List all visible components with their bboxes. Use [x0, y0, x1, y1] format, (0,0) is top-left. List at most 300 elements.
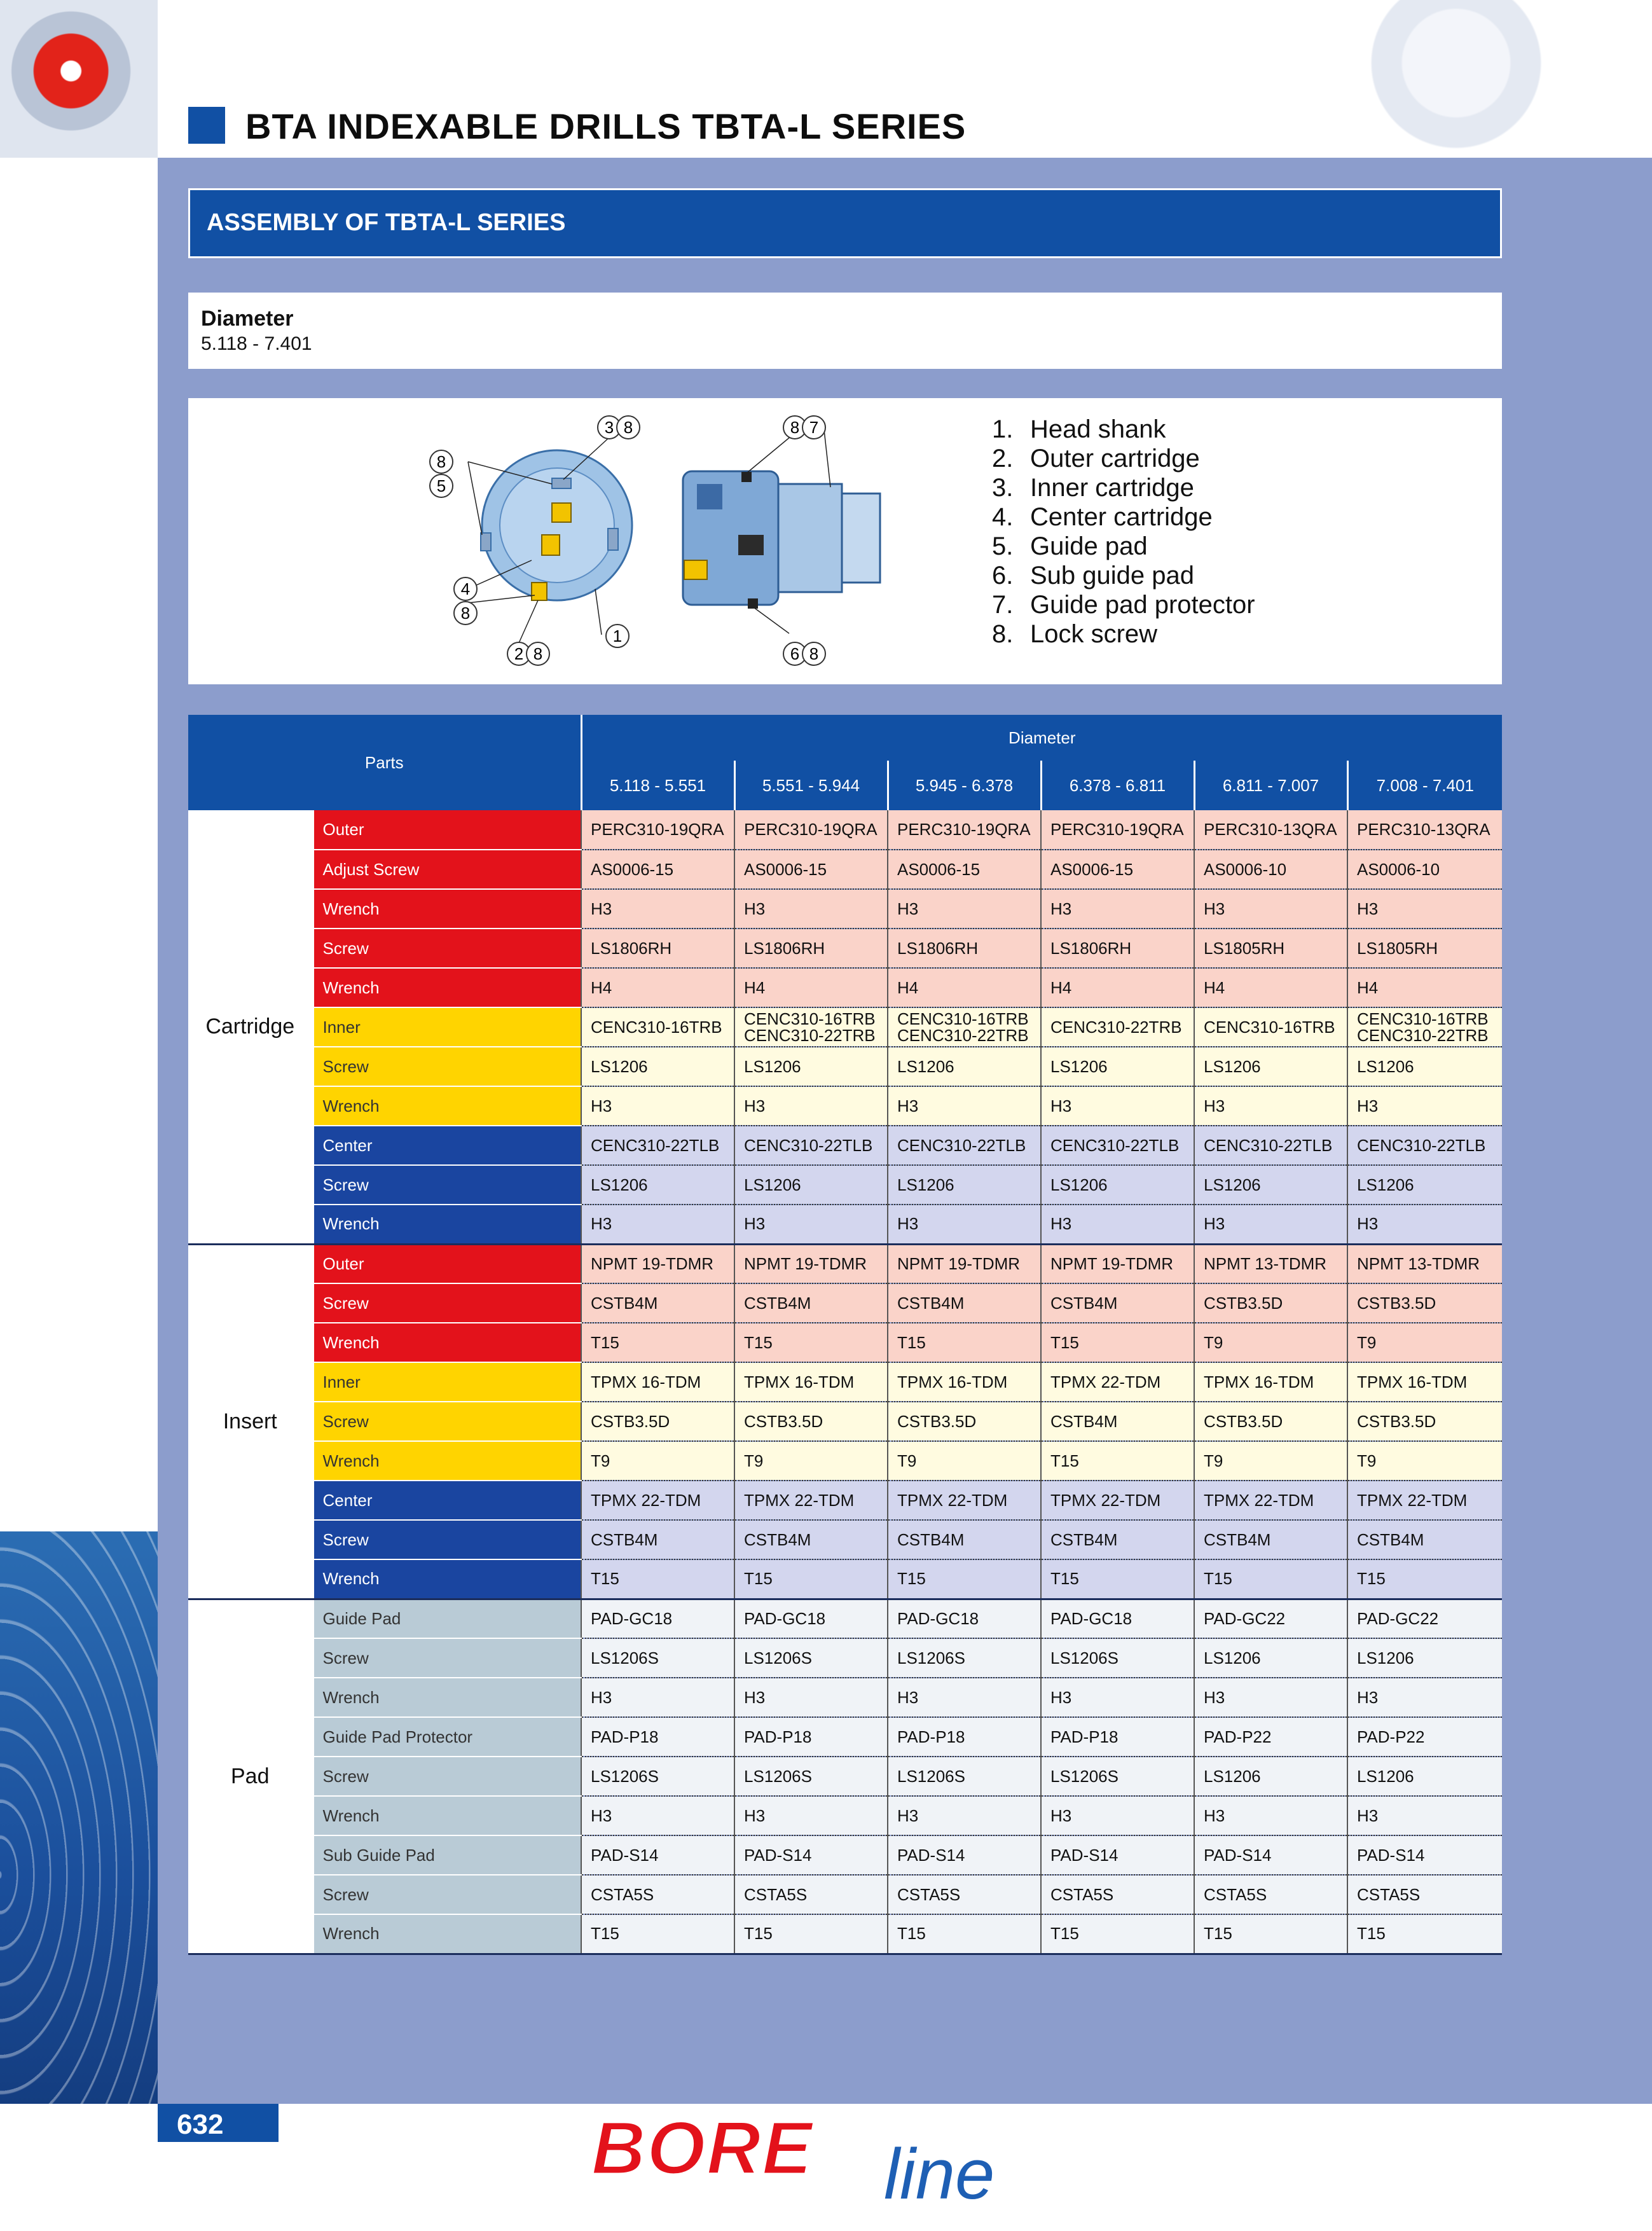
part-value-cell: T9 [581, 1441, 734, 1481]
part-value-cell: T15 [734, 1323, 888, 1362]
part-value-cell: TPMX 16-TDM [734, 1362, 888, 1402]
parts-table-body [188, 810, 1502, 1954]
part-label: Center [313, 1481, 581, 1520]
part-value-cell: H4 [734, 968, 888, 1007]
part-value-cell: H3 [734, 1678, 888, 1717]
part-label: Inner [313, 1007, 581, 1047]
part-value-cell: CENC310-22TLB [1194, 1126, 1347, 1165]
assembly-diagram [188, 398, 983, 684]
part-value-cell: CENC310-22TLB [734, 1126, 888, 1165]
part-value-cell: H3 [734, 1796, 888, 1835]
callout-1 [606, 625, 629, 647]
table-row [188, 1717, 1502, 1757]
callout-label: 8 [623, 418, 633, 437]
part-value-cell: CSTA5S [1347, 1875, 1502, 1914]
part-value-cell: T15 [1041, 1323, 1194, 1362]
table-row [188, 929, 1502, 968]
part-value-cell: T9 [1347, 1441, 1502, 1481]
group-label: Cartridge [188, 810, 313, 1244]
part-label: Screw [313, 1638, 581, 1678]
part-label: Wrench [313, 1086, 581, 1126]
part-value-cell: CSTB4M [734, 1520, 888, 1559]
part-label: Wrench [313, 1559, 581, 1599]
part-value-cell: T15 [1041, 1559, 1194, 1599]
part-value-cell: CSTB3.5D [1347, 1283, 1502, 1323]
table-row [188, 1520, 1502, 1559]
part-value-cell: H3 [581, 1796, 734, 1835]
callout-label: 8 [436, 452, 446, 471]
part-label: Screw [313, 929, 581, 968]
part-value-cell: T15 [1347, 1559, 1502, 1599]
table-row [188, 1165, 1502, 1205]
part-value-cell: T9 [1194, 1323, 1347, 1362]
callout-label: 8 [533, 644, 543, 663]
part-value-cell: LS1806RH [581, 929, 734, 968]
boreline-logo [591, 2105, 1100, 2214]
part-value-cell: H3 [581, 889, 734, 929]
part-value-cell: CSTB4M [581, 1520, 734, 1559]
part-value-cell: CSTB3.5D [734, 1402, 888, 1441]
diameter-column-header: 7.008 - 7.401 [1347, 761, 1502, 810]
table-row [188, 1678, 1502, 1717]
part-value-cell: H3 [1347, 1796, 1502, 1835]
callout-label: 8 [809, 644, 819, 663]
logo-bore-text: BORE [591, 2106, 813, 2190]
part-value-line: CENC310-16TRB [1357, 1009, 1489, 1028]
legend-text: Sub guide pad [1030, 562, 1195, 590]
callout-3-8-top [598, 416, 640, 439]
part-value-cell: CSTA5S [734, 1875, 888, 1914]
part-value-cell: LS1206 [1041, 1165, 1194, 1205]
part-value-cell: LS1206 [734, 1165, 888, 1205]
diameter-column-header: 5.551 - 5.944 [734, 761, 888, 810]
table-row [188, 1875, 1502, 1914]
page-number: 632 [177, 2109, 224, 2140]
part-value-cell [1347, 1007, 1502, 1047]
legend-item [992, 619, 1255, 649]
part-value-cell: H3 [734, 1205, 888, 1244]
drill-head-front-view [468, 430, 632, 643]
part-value-cell: CSTA5S [888, 1875, 1041, 1914]
part-value-cell: LS1206 [888, 1047, 1041, 1086]
part-label: Wrench [313, 1441, 581, 1481]
part-value-cell: PAD-GC18 [734, 1599, 888, 1638]
diameter-column-header: 5.945 - 6.378 [888, 761, 1041, 810]
part-value-cell: NPMT 19-TDMR [734, 1244, 888, 1283]
callout-6-8-bottom [783, 642, 825, 665]
table-row [188, 850, 1502, 889]
diameter-header: Diameter [581, 715, 1502, 761]
part-value-cell: CSTB4M [1041, 1402, 1194, 1441]
table-row [188, 1244, 1502, 1283]
table-row [188, 1835, 1502, 1875]
part-value-cell: LS1206 [1347, 1047, 1502, 1086]
section-header [188, 188, 1502, 258]
table-row [188, 1362, 1502, 1402]
part-label: Sub Guide Pad [313, 1835, 581, 1875]
callout-label: 1 [612, 626, 623, 646]
part-value-cell: TPMX 22-TDM [1194, 1481, 1347, 1520]
part-value-cell: TPMX 22-TDM [581, 1481, 734, 1520]
table-row [188, 1047, 1502, 1086]
part-value-cell: H3 [888, 889, 1041, 929]
part-value-cell: H3 [1041, 1796, 1194, 1835]
part-value-cell: LS1206 [1041, 1047, 1194, 1086]
table-row [188, 889, 1502, 929]
table-row [188, 1126, 1502, 1165]
part-value-cell: NPMT 19-TDMR [1041, 1244, 1194, 1283]
part-value-cell: CSTB4M [888, 1520, 1041, 1559]
part-value-cell: H3 [1347, 889, 1502, 929]
part-value-cell: CENC310-22TLB [1041, 1126, 1194, 1165]
part-value-cell: T15 [888, 1559, 1041, 1599]
part-value-cell: LS1206 [888, 1165, 1041, 1205]
table-row [188, 1283, 1502, 1323]
parts-table [188, 715, 1502, 1955]
callout-4-8-left [454, 577, 477, 625]
part-label: Outer [313, 1244, 581, 1283]
legend-text: Guide pad [1030, 532, 1148, 560]
part-value-cell: H3 [1041, 889, 1194, 929]
part-value-cell: H4 [1347, 968, 1502, 1007]
part-value-cell: CENC310-22TLB [888, 1126, 1041, 1165]
part-value-cell: T9 [1347, 1323, 1502, 1362]
part-value-cell: H3 [581, 1678, 734, 1717]
part-value-cell: T15 [1194, 1914, 1347, 1954]
legend-text: Inner cartridge [1030, 474, 1194, 502]
part-value-cell: H4 [1194, 968, 1347, 1007]
part-value-cell: CSTB4M [581, 1283, 734, 1323]
part-value-cell: T15 [581, 1323, 734, 1362]
part-value-cell: H3 [888, 1678, 1041, 1717]
part-value-cell: H3 [734, 1086, 888, 1126]
callout-label: 5 [436, 476, 446, 495]
part-label: Screw [313, 1520, 581, 1559]
table-row [188, 1086, 1502, 1126]
part-label: Wrench [313, 1914, 581, 1954]
part-value-cell: CENC310-22TLB [581, 1126, 734, 1165]
part-label: Wrench [313, 889, 581, 929]
part-value-cell: CSTB3.5D [888, 1402, 1041, 1441]
part-value-cell: PAD-S14 [1041, 1835, 1194, 1875]
part-label: Guide Pad [313, 1599, 581, 1638]
page-title: BTA INDEXABLE DRILLS TBTA-L SERIES [245, 106, 967, 146]
legend-number: 3. [992, 474, 1014, 502]
part-value-cell: PAD-P18 [1041, 1717, 1194, 1757]
table-row [188, 1205, 1502, 1244]
part-value-cell: H3 [888, 1086, 1041, 1126]
drill-head-side-view [683, 430, 880, 633]
part-value-cell: PAD-P18 [734, 1717, 888, 1757]
part-value-cell: TPMX 16-TDM [581, 1362, 734, 1402]
part-value-cell: H3 [1194, 1205, 1347, 1244]
part-value-line: CENC310-22TRB [1357, 1026, 1489, 1045]
part-value-cell: PAD-S14 [581, 1835, 734, 1875]
parts-legend [992, 415, 1255, 649]
legend-number: 5. [992, 532, 1014, 560]
part-value-cell: T15 [734, 1914, 888, 1954]
part-value-cell: AS0006-15 [1041, 850, 1194, 889]
part-value-cell: PAD-GC18 [581, 1599, 734, 1638]
part-value-cell: CSTB4M [1041, 1283, 1194, 1323]
part-label: Guide Pad Protector [313, 1717, 581, 1757]
part-value-cell: CENC310-16TRB [1194, 1007, 1347, 1047]
table-row [188, 1757, 1502, 1796]
part-value-cell: PERC310-19QRA [581, 810, 734, 850]
table-row [188, 1914, 1502, 1954]
legend-item [992, 502, 1255, 532]
part-value-cell: CENC310-22TLB [1347, 1126, 1502, 1165]
table-row [188, 1796, 1502, 1835]
table-row [188, 1481, 1502, 1520]
part-value-cell: CSTA5S [1041, 1875, 1194, 1914]
part-value-cell: PERC310-13QRA [1194, 810, 1347, 850]
callout-label: 2 [514, 644, 524, 663]
part-value-cell: CSTB4M [888, 1283, 1041, 1323]
legend-number: 1. [992, 415, 1014, 443]
part-value-cell: LS1806RH [1041, 929, 1194, 968]
corner-decoration-image [0, 0, 158, 158]
part-value-cell: PAD-GC22 [1194, 1599, 1347, 1638]
legend-text: Head shank [1030, 415, 1166, 443]
part-value-cell: LS1206S [888, 1638, 1041, 1678]
part-value-cell: H4 [888, 968, 1041, 1007]
part-value-cell: H3 [1194, 889, 1347, 929]
legend-number: 4. [992, 503, 1014, 531]
part-value-cell: LS1206 [1194, 1047, 1347, 1086]
part-value-cell: LS1206 [581, 1047, 734, 1086]
legend-item [992, 561, 1255, 590]
part-value-line: CENC310-16TRB [897, 1009, 1029, 1028]
part-value-cell: TPMX 16-TDM [1347, 1362, 1502, 1402]
part-value-cell: LS1206S [581, 1757, 734, 1796]
legend-item [992, 473, 1255, 502]
part-value-cell: H3 [734, 889, 888, 929]
part-value-cell: TPMX 22-TDM [734, 1481, 888, 1520]
part-label: Wrench [313, 1796, 581, 1835]
part-value-cell: H4 [581, 968, 734, 1007]
legend-item [992, 532, 1255, 561]
part-value-cell: CSTB3.5D [1194, 1402, 1347, 1441]
part-value-cell: CENC310-16TRB [581, 1007, 734, 1047]
part-value-cell: LS1805RH [1194, 929, 1347, 968]
part-value-cell: H3 [1194, 1086, 1347, 1126]
callout-label: 8 [790, 418, 800, 437]
part-value-cell: PAD-P22 [1347, 1717, 1502, 1757]
part-value-cell: LS1805RH [1347, 929, 1502, 968]
part-label: Screw [313, 1875, 581, 1914]
part-label: Screw [313, 1047, 581, 1086]
part-value-cell: LS1206 [1194, 1165, 1347, 1205]
part-value-cell: CSTA5S [581, 1875, 734, 1914]
table-row [188, 1559, 1502, 1599]
part-value-cell: LS1206 [581, 1165, 734, 1205]
part-value-cell: H3 [888, 1205, 1041, 1244]
section-title: ASSEMBLY OF TBTA-L SERIES [207, 209, 566, 236]
diameter-range: 5.118 - 7.401 [201, 333, 312, 354]
part-value-cell: H3 [1194, 1678, 1347, 1717]
part-value-cell: CSTB4M [1194, 1520, 1347, 1559]
part-value-cell: T9 [888, 1441, 1041, 1481]
part-value-cell: LS1206 [1347, 1638, 1502, 1678]
part-value-cell: PERC310-19QRA [1041, 810, 1194, 850]
side-decoration-image [0, 1531, 158, 2104]
callout-label: 4 [460, 579, 471, 598]
part-value-cell: AS0006-15 [888, 850, 1041, 889]
part-value-cell: T9 [734, 1441, 888, 1481]
part-value-cell: TPMX 22-TDM [888, 1481, 1041, 1520]
parts-header: Parts [188, 715, 581, 810]
part-value-cell: PAD-S14 [888, 1835, 1041, 1875]
part-value-cell: LS1206 [1347, 1165, 1502, 1205]
table-row [188, 1599, 1502, 1638]
part-value-cell: CSTB4M [1347, 1520, 1502, 1559]
group-label: Insert [188, 1244, 313, 1599]
part-value-cell: T15 [1347, 1914, 1502, 1954]
table-row [188, 1441, 1502, 1481]
part-value-cell: NPMT 13-TDMR [1194, 1244, 1347, 1283]
part-value-cell [888, 1007, 1041, 1047]
part-value-cell: H3 [581, 1086, 734, 1126]
part-value-cell: PERC310-13QRA [1347, 810, 1502, 850]
part-value-cell: AS0006-15 [734, 850, 888, 889]
table-row [188, 810, 1502, 850]
part-value-cell: H3 [1347, 1086, 1502, 1126]
part-value-cell: LS1206S [1041, 1757, 1194, 1796]
part-value-cell: LS1206S [734, 1757, 888, 1796]
callout-label: 3 [604, 418, 614, 437]
part-value-cell: T15 [734, 1559, 888, 1599]
part-label: Wrench [313, 968, 581, 1007]
part-value-cell: LS1206 [1347, 1757, 1502, 1796]
part-label: Screw [313, 1402, 581, 1441]
part-value-cell: PAD-GC22 [1347, 1599, 1502, 1638]
part-value-cell: CSTB3.5D [1347, 1402, 1502, 1441]
part-label: Outer [313, 810, 581, 850]
part-value-cell: TPMX 16-TDM [1194, 1362, 1347, 1402]
part-value-cell: LS1206S [888, 1757, 1041, 1796]
assembly-diagram-box [188, 398, 1502, 684]
part-value-cell: AS0006-10 [1347, 850, 1502, 889]
part-label: Adjust Screw [313, 850, 581, 889]
legend-text: Center cartridge [1030, 503, 1213, 531]
diameter-column-header: 5.118 - 5.551 [581, 761, 734, 810]
part-value-cell: TPMX 16-TDM [888, 1362, 1041, 1402]
table-row [188, 1638, 1502, 1678]
part-value-cell: H3 [1347, 1205, 1502, 1244]
part-value-cell: NPMT 13-TDMR [1347, 1244, 1502, 1283]
part-value-cell [734, 1007, 888, 1047]
part-value-cell: T15 [1194, 1559, 1347, 1599]
part-value-cell: PAD-GC18 [1041, 1599, 1194, 1638]
part-value-cell: H3 [888, 1796, 1041, 1835]
table-row [188, 1323, 1502, 1362]
part-value-cell: PAD-P18 [888, 1717, 1041, 1757]
part-label: Wrench [313, 1323, 581, 1362]
part-label: Screw [313, 1757, 581, 1796]
table-row [188, 1007, 1502, 1047]
part-value-cell: PAD-S14 [1347, 1835, 1502, 1875]
diameter-label: Diameter [201, 307, 294, 331]
part-value-cell: T15 [581, 1559, 734, 1599]
part-value-cell: LS1206 [734, 1047, 888, 1086]
callout-label: 7 [809, 418, 819, 437]
part-value-cell: NPMT 19-TDMR [888, 1244, 1041, 1283]
part-value-cell: TPMX 22-TDM [1041, 1362, 1194, 1402]
diameter-info-box [188, 293, 1502, 369]
part-label: Wrench [313, 1678, 581, 1717]
table-row [188, 968, 1502, 1007]
part-value-cell: LS1206 [1194, 1638, 1347, 1678]
part-value-cell: PAD-GC18 [888, 1599, 1041, 1638]
part-value-line: CENC310-16TRB [744, 1009, 876, 1028]
part-value-cell: PERC310-19QRA [734, 810, 888, 850]
logo-line-text: line [884, 2134, 995, 2214]
header-watermark-circle [1291, 0, 1621, 158]
part-label: Wrench [313, 1205, 581, 1244]
part-value-cell: T15 [581, 1914, 734, 1954]
part-value-cell: PAD-S14 [734, 1835, 888, 1875]
part-value-cell: H3 [1041, 1205, 1194, 1244]
callout-label: 8 [460, 604, 471, 623]
part-value-cell: AS0006-10 [1194, 850, 1347, 889]
legend-text: Lock screw [1030, 620, 1158, 648]
heading-square-icon [188, 107, 225, 144]
legend-text: Guide pad protector [1030, 591, 1255, 619]
part-value-cell: PAD-S14 [1194, 1835, 1347, 1875]
part-value-cell: AS0006-15 [581, 850, 734, 889]
part-value-cell: PAD-P18 [581, 1717, 734, 1757]
part-value-cell: T9 [1194, 1441, 1347, 1481]
part-value-cell: PAD-P22 [1194, 1717, 1347, 1757]
part-value-cell: PERC310-19QRA [888, 810, 1041, 850]
legend-number: 6. [992, 562, 1014, 590]
legend-number: 8. [992, 620, 1014, 648]
callout-2-8-bottom [507, 642, 549, 665]
legend-item [992, 590, 1255, 619]
table-row [188, 1402, 1502, 1441]
part-label: Inner [313, 1362, 581, 1402]
part-label: Center [313, 1126, 581, 1165]
part-value-cell: H3 [1194, 1796, 1347, 1835]
legend-item [992, 415, 1255, 444]
callout-label: 6 [790, 644, 800, 663]
legend-item [992, 444, 1255, 473]
legend-number: 2. [992, 445, 1014, 473]
part-value-cell: H3 [1041, 1086, 1194, 1126]
group-label: Pad [188, 1599, 313, 1954]
part-value-cell: LS1206S [1041, 1638, 1194, 1678]
diameter-column-header: 6.378 - 6.811 [1041, 761, 1194, 810]
part-value-cell: CSTB4M [734, 1283, 888, 1323]
diameter-column-header: 6.811 - 7.007 [1194, 761, 1347, 810]
part-value-cell: H4 [1041, 968, 1194, 1007]
part-value-line: CENC310-22TRB [897, 1026, 1029, 1045]
part-value-cell: H3 [581, 1205, 734, 1244]
page-number-box [158, 2104, 279, 2142]
legend-number: 7. [992, 591, 1014, 619]
part-label: Screw [313, 1165, 581, 1205]
part-value-cell: LS1206 [1194, 1757, 1347, 1796]
part-value-cell: TPMX 22-TDM [1347, 1481, 1502, 1520]
part-value-cell: CSTA5S [1194, 1875, 1347, 1914]
callout-8-5-left [430, 450, 453, 497]
part-value-cell: LS1806RH [734, 929, 888, 968]
part-value-cell: LS1206S [581, 1638, 734, 1678]
part-value-cell: H3 [1347, 1678, 1502, 1717]
part-value-cell: T15 [888, 1323, 1041, 1362]
part-value-cell: LS1206S [734, 1638, 888, 1678]
